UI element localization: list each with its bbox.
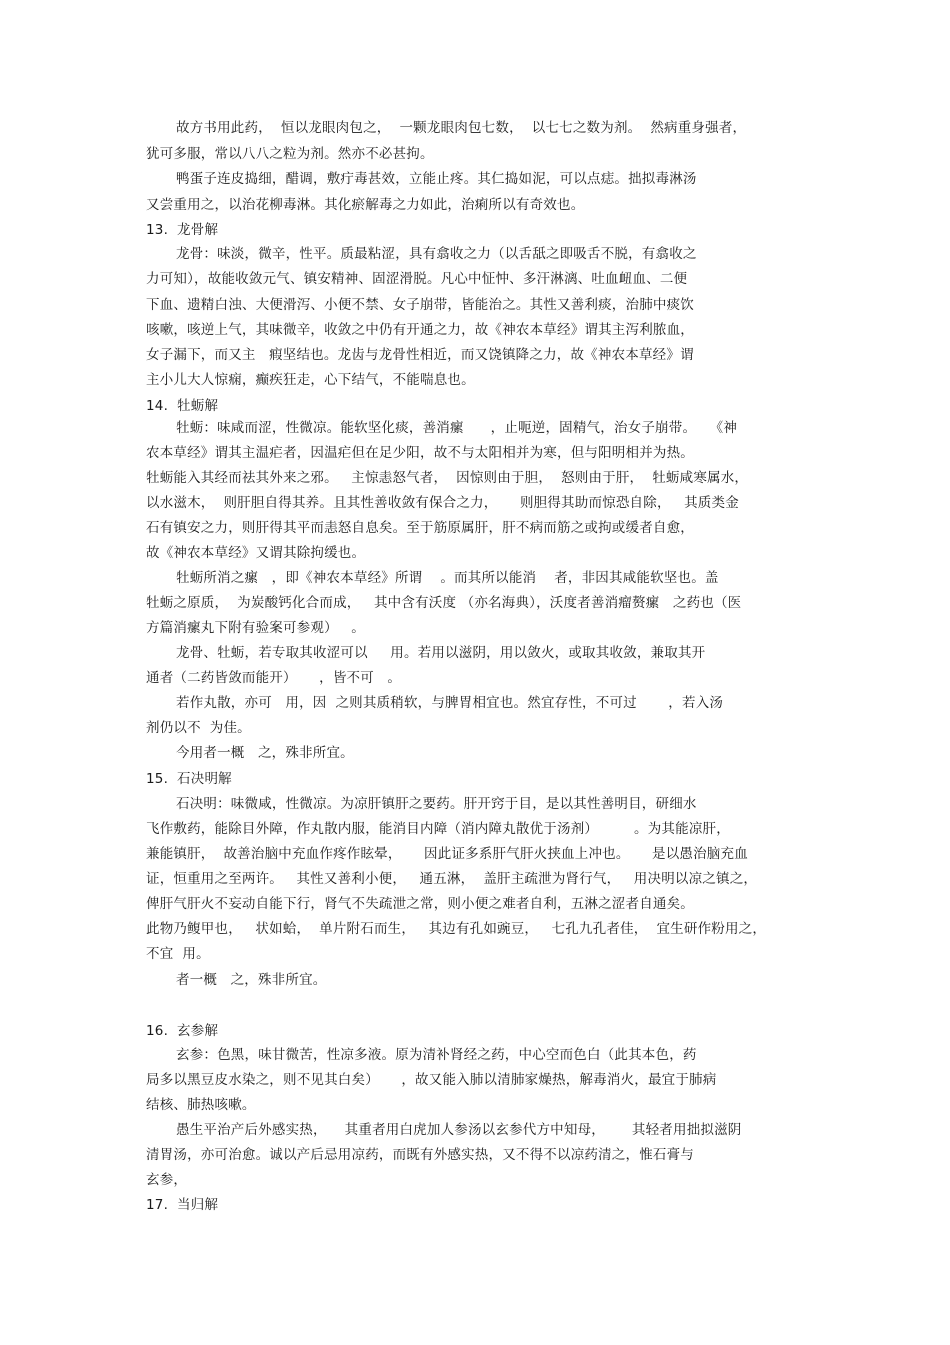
text-line: 主小儿大人惊痫，癫疾狂走，心下结气，不能喘息也。	[146, 372, 475, 388]
section-heading: 15. 石决明解	[146, 771, 232, 787]
text-line: 农本草经》谓其主温疟者，因温疟但在足少阳，故不与太阳相并为寒，但与阳明相并为热。	[146, 445, 694, 461]
text-line: 以水滋木， 则肝胆自得其养。且其性善收敛有保合之力， 则胆得其助而惊恐自除， 其质类金	[146, 495, 739, 511]
text-line: 龙骨、牡蛎，若专取其收涩可以 用。若用以滋阴，用以敛火，或取其收敛，兼取其开	[176, 645, 706, 661]
text-line: 女子漏下，而又主 瘕坚结也。龙齿与龙骨性相近，而又饶镇降之力，故《神农本草经》谓	[146, 347, 694, 363]
text-line: 局多以黑豆皮水染之，则不见其白矣） ，故又能入肺以清肺家燥热，解毒消火，最宜于肺病	[146, 1072, 717, 1088]
text-line: 牡蛎能入其经而祛其外来之邪。 主惊恚怒气者， 因惊则由于胆， 怒则由于肝， 牡蛎咸寒属水，	[146, 470, 749, 486]
text-line: 者一概 之，殊非所宜。	[176, 972, 327, 988]
section-heading: 17. 当归解	[146, 1197, 219, 1213]
text-line: 结核、肺热咳嗽。	[146, 1097, 256, 1113]
text-line: 牡蛎之原质， 为炭酸钙化合而成， 其中含有沃度 （亦名海典），沃度者善消瘤赘瘰 之药也（医	[146, 595, 742, 611]
text-line: 通者（二药皆敛而能开） ，皆不可 。	[146, 670, 402, 686]
text-line: 不宜 用。	[146, 946, 210, 962]
text-line: 此物乃鳆甲也， 状如蛤， 单片附石而生， 其边有孔如豌豆， 七孔九孔者佳， 宜生研作粉用之，	[146, 921, 767, 937]
text-line: 方篇消瘰丸下附有验案可参观） 。	[146, 620, 365, 636]
text-line: 下血、遗精白浊、大便滑泻、小便不禁、女子崩带，皆能治之。其性又善利痰，治肺中痰饮	[146, 297, 694, 313]
text-line: 愚生平治产后外感实热， 其重者用白虎加人参汤以玄参代方中知母， 其轻者用拙拟滋阴	[176, 1122, 742, 1138]
text-line: 石决明：味微咸，性微凉。为凉肝镇肝之要药。肝开窍于目，是以其性善明目，研细水	[176, 796, 697, 812]
text-line: 石有镇安之力，则肝得其平而恚怒自息矣。至于筋原属肝，肝不病而筋之或拘或缓者自愈，	[146, 520, 694, 536]
text-line: 清胃汤，亦可治愈。诚以产后忌用凉药，而既有外感实热，又不得不以凉药清之，惟石膏与	[146, 1147, 694, 1163]
text-line: 玄参，	[146, 1172, 188, 1188]
text-line: 故《神农本草经》又谓其除拘缓也。	[146, 545, 366, 561]
text-line: 故方书用此药， 恒以龙眼肉包之， 一颗龙眼肉包七数， 以七七之数为剂。 然病重身强者，	[176, 120, 747, 136]
text-line: 若作丸散，亦可 用，因 之则其质稍软，与脾胃相宜也。然宜存性，不可过 ，若入汤	[176, 695, 724, 711]
text-line: 剂仍以不 为佳。	[146, 720, 251, 736]
text-line: 证，恒重用之至两许。 其性又善利小便， 通五淋， 盖肝主疏泄为肾行气， 用决明以凉之镇之，	[146, 871, 758, 887]
section-heading: 13. 龙骨解	[146, 222, 219, 238]
text-line: 鸭蛋子连皮捣细，醋调，敷疔毒甚效，立能止疼。其仁捣如泥，可以点痣。拙拟毒淋汤	[176, 171, 697, 187]
text-line: 玄参：色黑，味甘微苦，性凉多液。原为清补肾经之药，中心空而色白（此其本色，药	[176, 1047, 697, 1063]
text-line: 牡蛎：味咸而涩，性微凉。能软坚化痰，善消瘰 ，止呃逆，固精气，治女子崩带。 《神	[176, 420, 738, 436]
text-line: 牡蛎所消之瘰 ，即《神农本草经》所谓 。而其所以能消 者，非因其咸能软坚也。盖	[176, 570, 719, 586]
text-line: 力可知），故能收敛元气、镇安精神、固涩滑脱。凡心中怔忡、多汗淋漓、吐血衄血、二便	[146, 271, 688, 287]
section-heading: 16. 玄参解	[146, 1023, 219, 1039]
text-line: 咳嗽，咳逆上气，其味微辛，收敛之中仍有开通之力，故《神农本草经》谓其主泻利脓血，	[146, 322, 694, 338]
text-line: 龙骨：味淡，微辛，性平。质最粘涩，具有翕收之力（以舌舐之即吸舌不脱，有翕收之	[176, 246, 697, 262]
text-line: 犹可多服，常以八八之粒为剂。然亦不必甚拘。	[146, 146, 434, 162]
text-line: 飞作敷药，能除目外障，作丸散内服，能消目内障（消内障丸散优于汤剂） 。为其能凉肝，	[146, 821, 730, 837]
text-line: 今用者一概 之，殊非所宜。	[176, 745, 354, 761]
text-line: 兼能镇肝， 故善治脑中充血作疼作眩晕， 因此证多系肝气肝火挟血上冲也。 是以愚治脑充血	[146, 846, 748, 862]
text-line: 又尝重用之，以治花柳毒淋。其化瘀解毒之力如此，治痢所以有奇效也。	[146, 197, 585, 213]
text-line: 俾肝气肝火不妄动自能下行，肾气不失疏泄之常，则小便之难者自利，五淋之涩者自通矣。	[146, 896, 694, 912]
section-heading: 14. 牡蛎解	[146, 398, 219, 414]
